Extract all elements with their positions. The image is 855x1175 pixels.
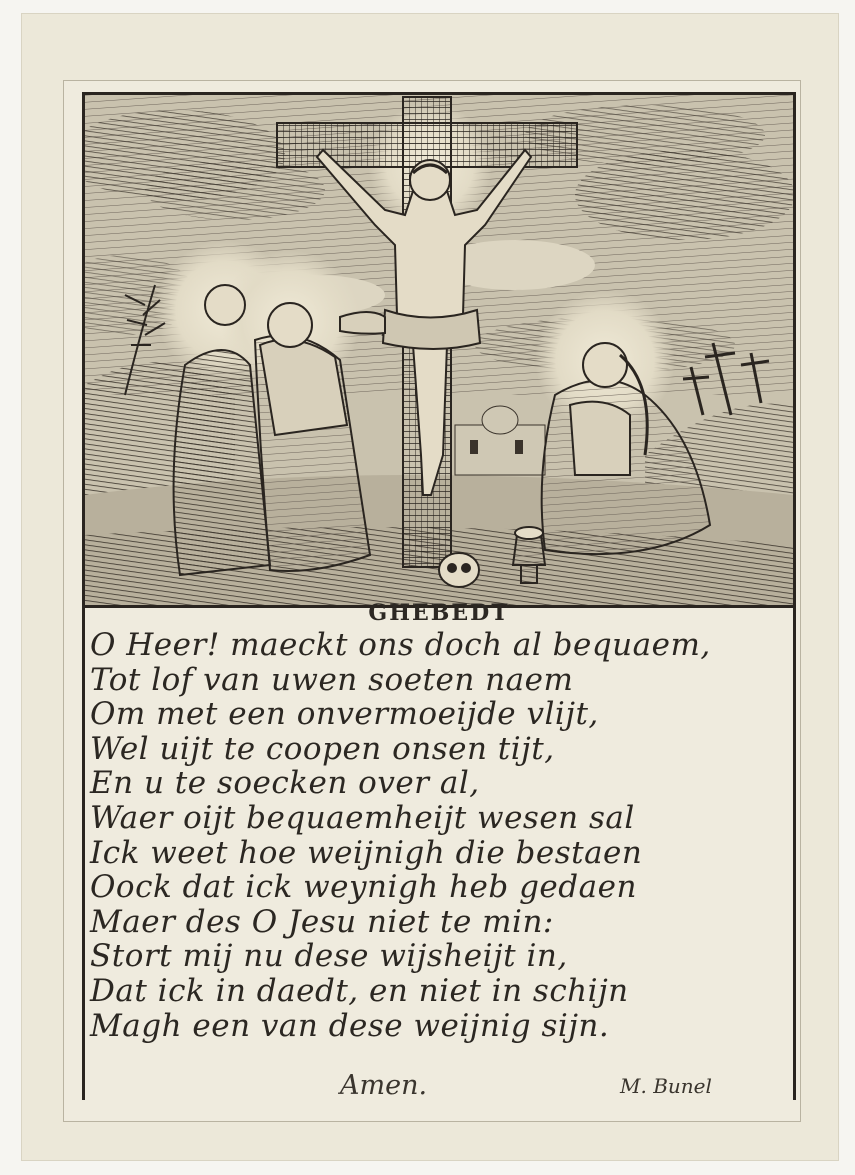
skull bbox=[439, 553, 479, 587]
verse-line: Tot lof van uwen soeten naem bbox=[90, 661, 574, 698]
verse-line: Oock dat ick weynigh heb gedaen bbox=[90, 869, 637, 906]
crucifixion-engraving bbox=[82, 92, 796, 608]
verse-line: En u te soecken over al, bbox=[90, 765, 480, 802]
prayer-verse bbox=[90, 628, 790, 1043]
closing-amen: Amen. bbox=[340, 1070, 428, 1101]
verse-line: O Heer! maeckt ons doch al bequaem, bbox=[90, 627, 711, 663]
verse-line: Ick weet hoe weijnigh die bestaen bbox=[90, 834, 643, 871]
verse-line: Stort mij nu dese wijsheijt in, bbox=[90, 938, 568, 975]
verse-line: Dat ick in daedt, en niet in schijn bbox=[90, 972, 629, 1009]
verse-line: Maer des O Jesu niet te min: bbox=[90, 903, 554, 940]
prayer-title: GHEBEDT bbox=[368, 600, 510, 626]
verse-line: Waer oijt bequaemheijt wesen sal bbox=[90, 799, 635, 836]
engraver-signature: M. Bunel bbox=[620, 1074, 712, 1098]
verse-line: Om met een onvermoeijde vlijt, bbox=[90, 696, 599, 733]
verse-line: Magh een van dese weijnig sijn. bbox=[90, 1007, 610, 1044]
verse-line: Wel uijt te coopen onsen tijt, bbox=[90, 730, 555, 767]
